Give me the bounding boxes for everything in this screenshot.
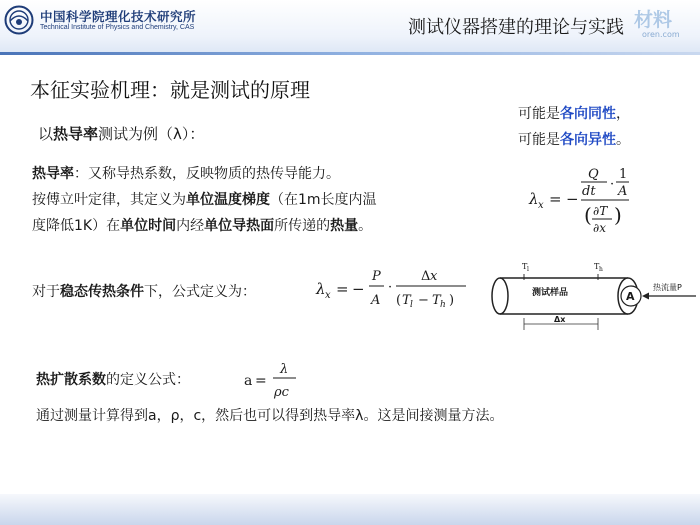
area-label: A	[626, 290, 635, 303]
watermark-url: oren.com	[642, 30, 680, 39]
svg-text:P: P	[372, 269, 381, 284]
sample-diagram	[488, 258, 700, 338]
diffusivity-text: 的定义公式：	[106, 372, 190, 388]
steady-state-line	[32, 282, 256, 302]
steady-state-formula	[314, 262, 474, 314]
intro-line	[38, 124, 204, 144]
definition-term: 热导率	[32, 166, 74, 182]
svg-text:T: T	[432, 293, 441, 308]
slide-footer	[0, 494, 700, 525]
intro-post: 测试为例（λ）：	[98, 125, 205, 143]
isotropic-label: 各向同性	[560, 106, 616, 122]
definition-line-2	[32, 190, 377, 210]
svg-text:·: ·	[388, 280, 393, 295]
svg-text:): )	[614, 203, 622, 227]
svg-text:l: l	[410, 300, 413, 310]
dx-label: Δx	[554, 315, 566, 324]
svg-text:−: −	[418, 293, 429, 308]
heat-flow-label: 热流量P	[653, 283, 682, 292]
svg-text:A: A	[618, 184, 628, 199]
svg-text:−: −	[566, 190, 579, 208]
note-pre: 可能是	[518, 132, 560, 148]
definition-bold: 热量	[330, 218, 359, 234]
svg-text:T: T	[402, 293, 411, 308]
definition-line-3	[32, 216, 372, 236]
conclusion-line: 通过测量计算得到a，ρ，c，然后也可以得到热导率λ。这是间接测量方法。	[36, 408, 504, 424]
definition-text: ：又称导热系数，反映物质的热传导能力。	[74, 166, 340, 182]
definition-line-1	[32, 164, 340, 184]
definition-text: 按傅立叶定律，其定义为	[32, 192, 186, 208]
cold-side-label: T	[522, 262, 528, 271]
svg-text:a: a	[244, 373, 253, 389]
definition-text: 所传递的	[274, 218, 331, 234]
definition-text: 内经	[176, 218, 205, 234]
sample-label: 测试样品	[532, 288, 569, 298]
cylinder-end-left	[492, 278, 508, 314]
svg-text:(: (	[396, 293, 402, 308]
cas-logo-icon	[4, 5, 34, 35]
cold-side-sub: l	[527, 266, 529, 273]
hot-side-sub: h	[599, 266, 603, 273]
svg-text:Δ: Δ	[421, 269, 431, 284]
steady-text: 下，公式定义为：	[144, 284, 256, 300]
hot-side-label: T	[594, 262, 600, 271]
definition-text: 。	[358, 218, 373, 234]
definition-bold: 单位温度梯度	[186, 192, 270, 208]
svg-text:λ: λ	[280, 362, 289, 377]
note-punct: 。	[616, 132, 630, 148]
diffusivity-term: 热扩散系数	[36, 372, 106, 388]
presentation-title: 测试仪器搭建的理论与实践	[408, 17, 624, 38]
svg-text:): )	[449, 293, 455, 308]
svg-text:1: 1	[619, 167, 628, 182]
svg-text:ρc: ρc	[274, 385, 289, 400]
svg-text:∂T: ∂T	[593, 204, 608, 218]
svg-text:x: x	[325, 290, 331, 301]
svg-text:λ: λ	[316, 280, 326, 298]
steady-text: 对于	[32, 284, 60, 300]
intro-pre: 以	[38, 125, 54, 143]
svg-text:x: x	[430, 269, 438, 284]
heat-flow-arrowhead	[642, 293, 649, 300]
diffusivity-formula	[240, 356, 310, 404]
slide-header	[0, 0, 700, 52]
svg-text:−: −	[352, 280, 365, 298]
svg-text:=: =	[549, 190, 562, 208]
svg-text:λ: λ	[529, 190, 539, 208]
watermark-text: 材料	[634, 9, 673, 31]
anisotropic-label: 各向异性	[560, 132, 616, 148]
svg-text:∂x: ∂x	[593, 221, 606, 235]
definition-bold: 单位时间	[120, 218, 177, 234]
anisotropic-note	[518, 130, 630, 150]
svg-text:x: x	[538, 200, 544, 211]
header-divider	[0, 52, 700, 55]
definition-bold: 单位导热面	[204, 218, 275, 234]
intro-term: 热导率	[53, 125, 99, 143]
definition-text: （在1m长度内温	[270, 192, 377, 208]
steady-bold: 稳态传热条件	[60, 284, 144, 300]
isotropic-note	[518, 104, 630, 124]
watermark-logo	[620, 4, 700, 44]
note-punct: ，	[616, 106, 630, 122]
note-pre: 可能是	[518, 106, 560, 122]
svg-text:h: h	[440, 300, 446, 310]
svg-text:dt: dt	[582, 184, 596, 199]
svg-text:Q: Q	[588, 167, 599, 182]
fourier-law-formula	[525, 160, 645, 238]
svg-text:·: ·	[610, 177, 615, 192]
definition-text: 度降低1K）在	[32, 218, 121, 234]
organization-name-cn: 中国科学院理化技术研究所	[40, 9, 197, 24]
organization-name-en: Technical Institute of Physics and Chemistry, CAS	[40, 24, 195, 31]
slide-title: 本征实验机理：就是测试的原理	[30, 78, 310, 102]
svg-text:=: =	[255, 373, 267, 389]
svg-text:(: (	[584, 203, 592, 227]
svg-text:=: =	[336, 280, 349, 298]
svg-text:A: A	[371, 293, 381, 308]
diffusivity-line	[36, 370, 190, 390]
